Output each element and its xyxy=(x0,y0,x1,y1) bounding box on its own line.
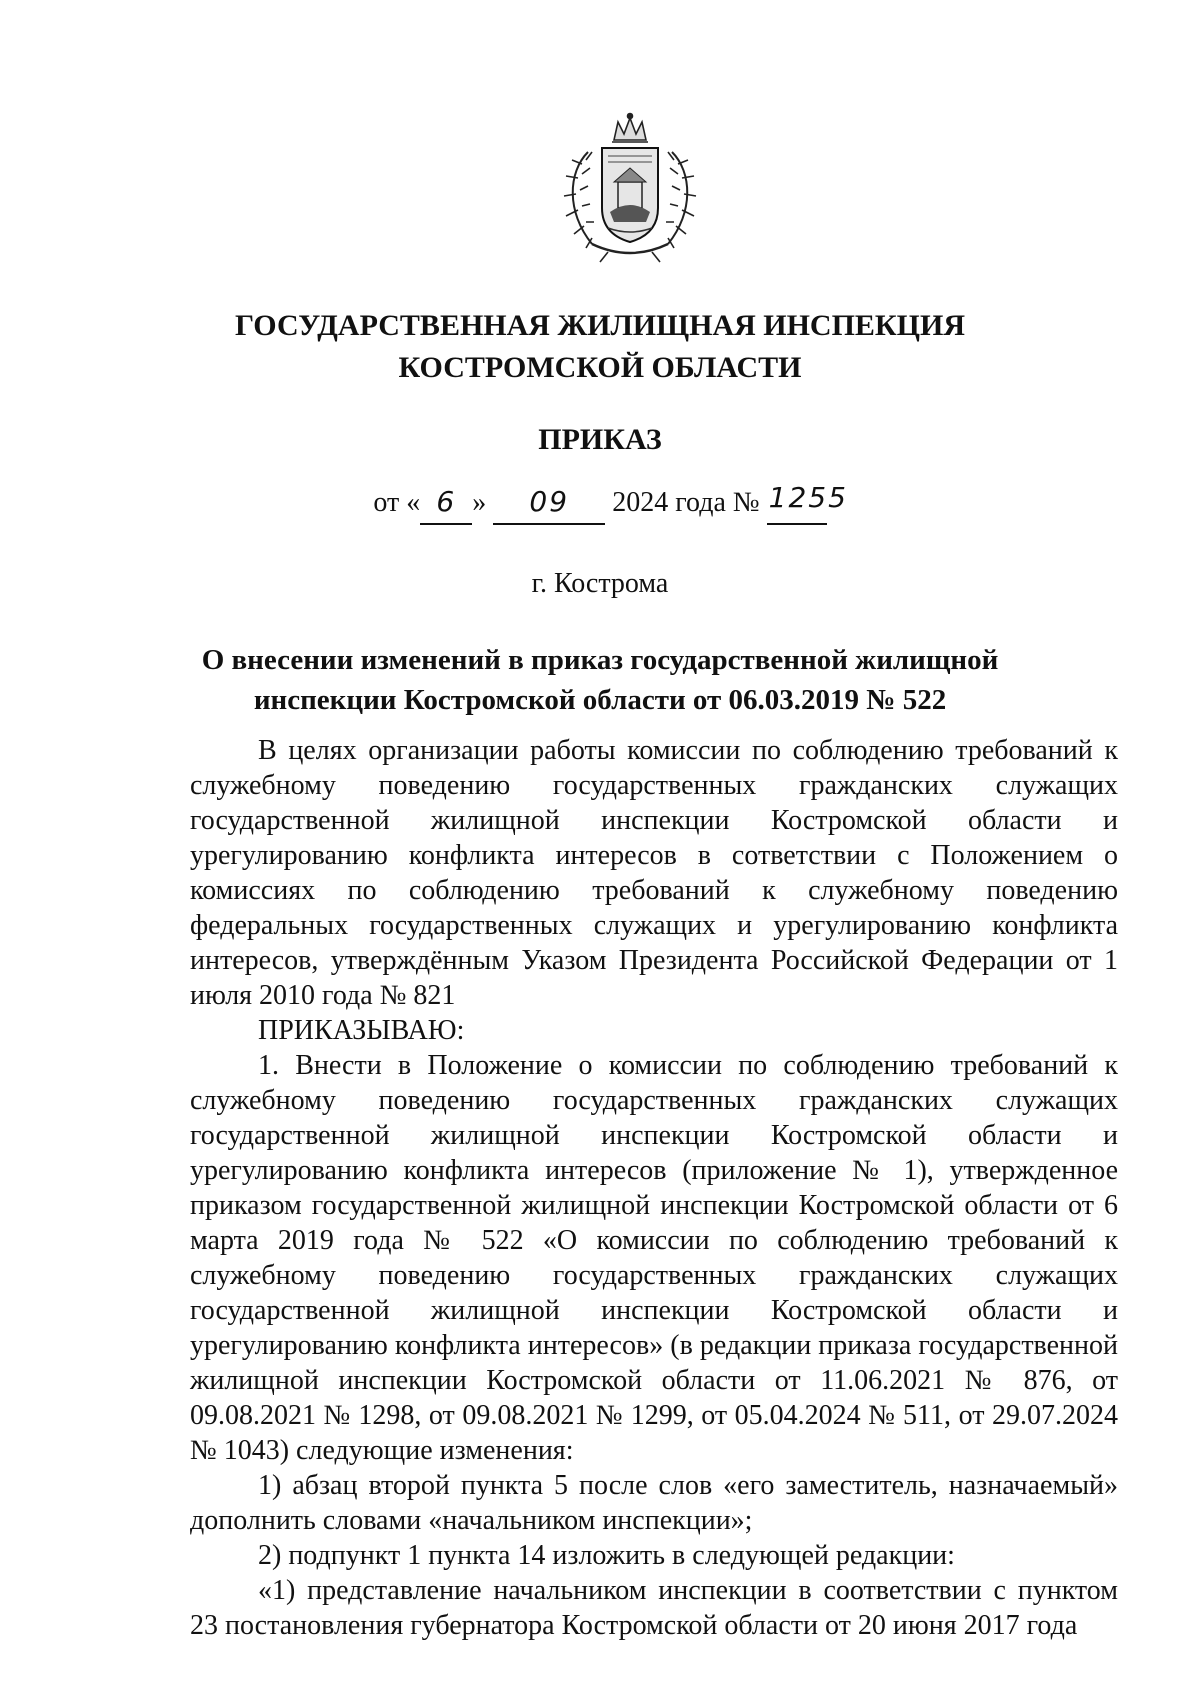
agency-name-line-2: КОСТРОМСКОЙ ОБЛАСТИ xyxy=(398,351,802,384)
date-day-handwritten: 6 xyxy=(436,485,457,518)
subject-line-2: инспекции Костромской области от 06.03.2019 № 522 xyxy=(253,684,947,716)
quoted-subclause-paragraph: «1) представление начальником инспекции в соответствии с пунктом 23 постановления губернатора Костромской области от 20 июня 2017 года xyxy=(190,1575,1118,1641)
city: г. Кострома xyxy=(531,568,669,599)
clause-1-paragraph: 1. Внести в Положение о комиссии по соблюдению требований к служебному поведению государственных гражданских служащих государственной жилищной инспекции Костромской области и урегулированию конфликта интересов (приложение № 1), утвержденное приказом государственной жилищной инспекции Костромской области от 6 марта 2019 года № 522 «О комиссии по соблюдению требований к служебному поведению государственных гражданских служащих государственной жилищной инспекции Костромской области и урегулированию конфликта интересов» (в редакции приказа государственной жилищной инспекции Костромской области от 11.06.2021 № 876, от 09.08.2021 № 1298, от 09.08.2021 № 1299, от 05.04.2024 № 511, от 29.07.2024 № 1043) следующие изменения: xyxy=(190,1050,1118,1466)
order-command: ПРИКАЗЫВАЮ: xyxy=(258,1015,465,1046)
date-prefix: от « xyxy=(373,487,421,518)
date-year-text: 2024 года № xyxy=(612,487,760,518)
order-subject xyxy=(0,640,1200,720)
document-type: ПРИКАЗ xyxy=(538,423,662,456)
subject-line-1: О внесении изменений в приказ государственной жилищной xyxy=(201,644,999,676)
order-body xyxy=(190,733,1118,1643)
agency-name xyxy=(0,305,1200,389)
subclause-2-paragraph: 2) подпункт 1 пункта 14 изложить в следующей редакции: xyxy=(258,1540,955,1571)
date-quote-close: » xyxy=(472,487,487,518)
subclause-1-paragraph: 1) абзац второй пункта 5 после слов «его заместитель, назначаемый» дополнить словами «начальником инспекции»; xyxy=(190,1470,1118,1536)
preamble-paragraph: В целях организации работы комиссии по соблюдению требований к служебному поведению государственных гражданских служащих государственной жилищной инспекции Костромской области и урегулированию конфликта интересов в сответствии с Положением о комиссиях по соблюдению требований к служебному поведению федеральных государственных служащих и урегулированию конфликта интересов, утверждённым Указом Президента Российской Федерации от 1 июля 2010 года № 821 xyxy=(190,735,1118,1011)
agency-name-line-1: ГОСУДАРСТВЕННАЯ ЖИЛИЩНАЯ ИНСПЕКЦИЯ xyxy=(234,309,966,342)
date-month-handwritten: 09 xyxy=(529,485,570,518)
coat-of-arms-icon xyxy=(548,112,712,264)
order-date-line xyxy=(0,482,1200,525)
order-number-handwritten: 1255 xyxy=(768,481,848,514)
order-number-field xyxy=(767,481,848,525)
date-month-field xyxy=(493,482,605,525)
date-day-field xyxy=(420,482,472,525)
